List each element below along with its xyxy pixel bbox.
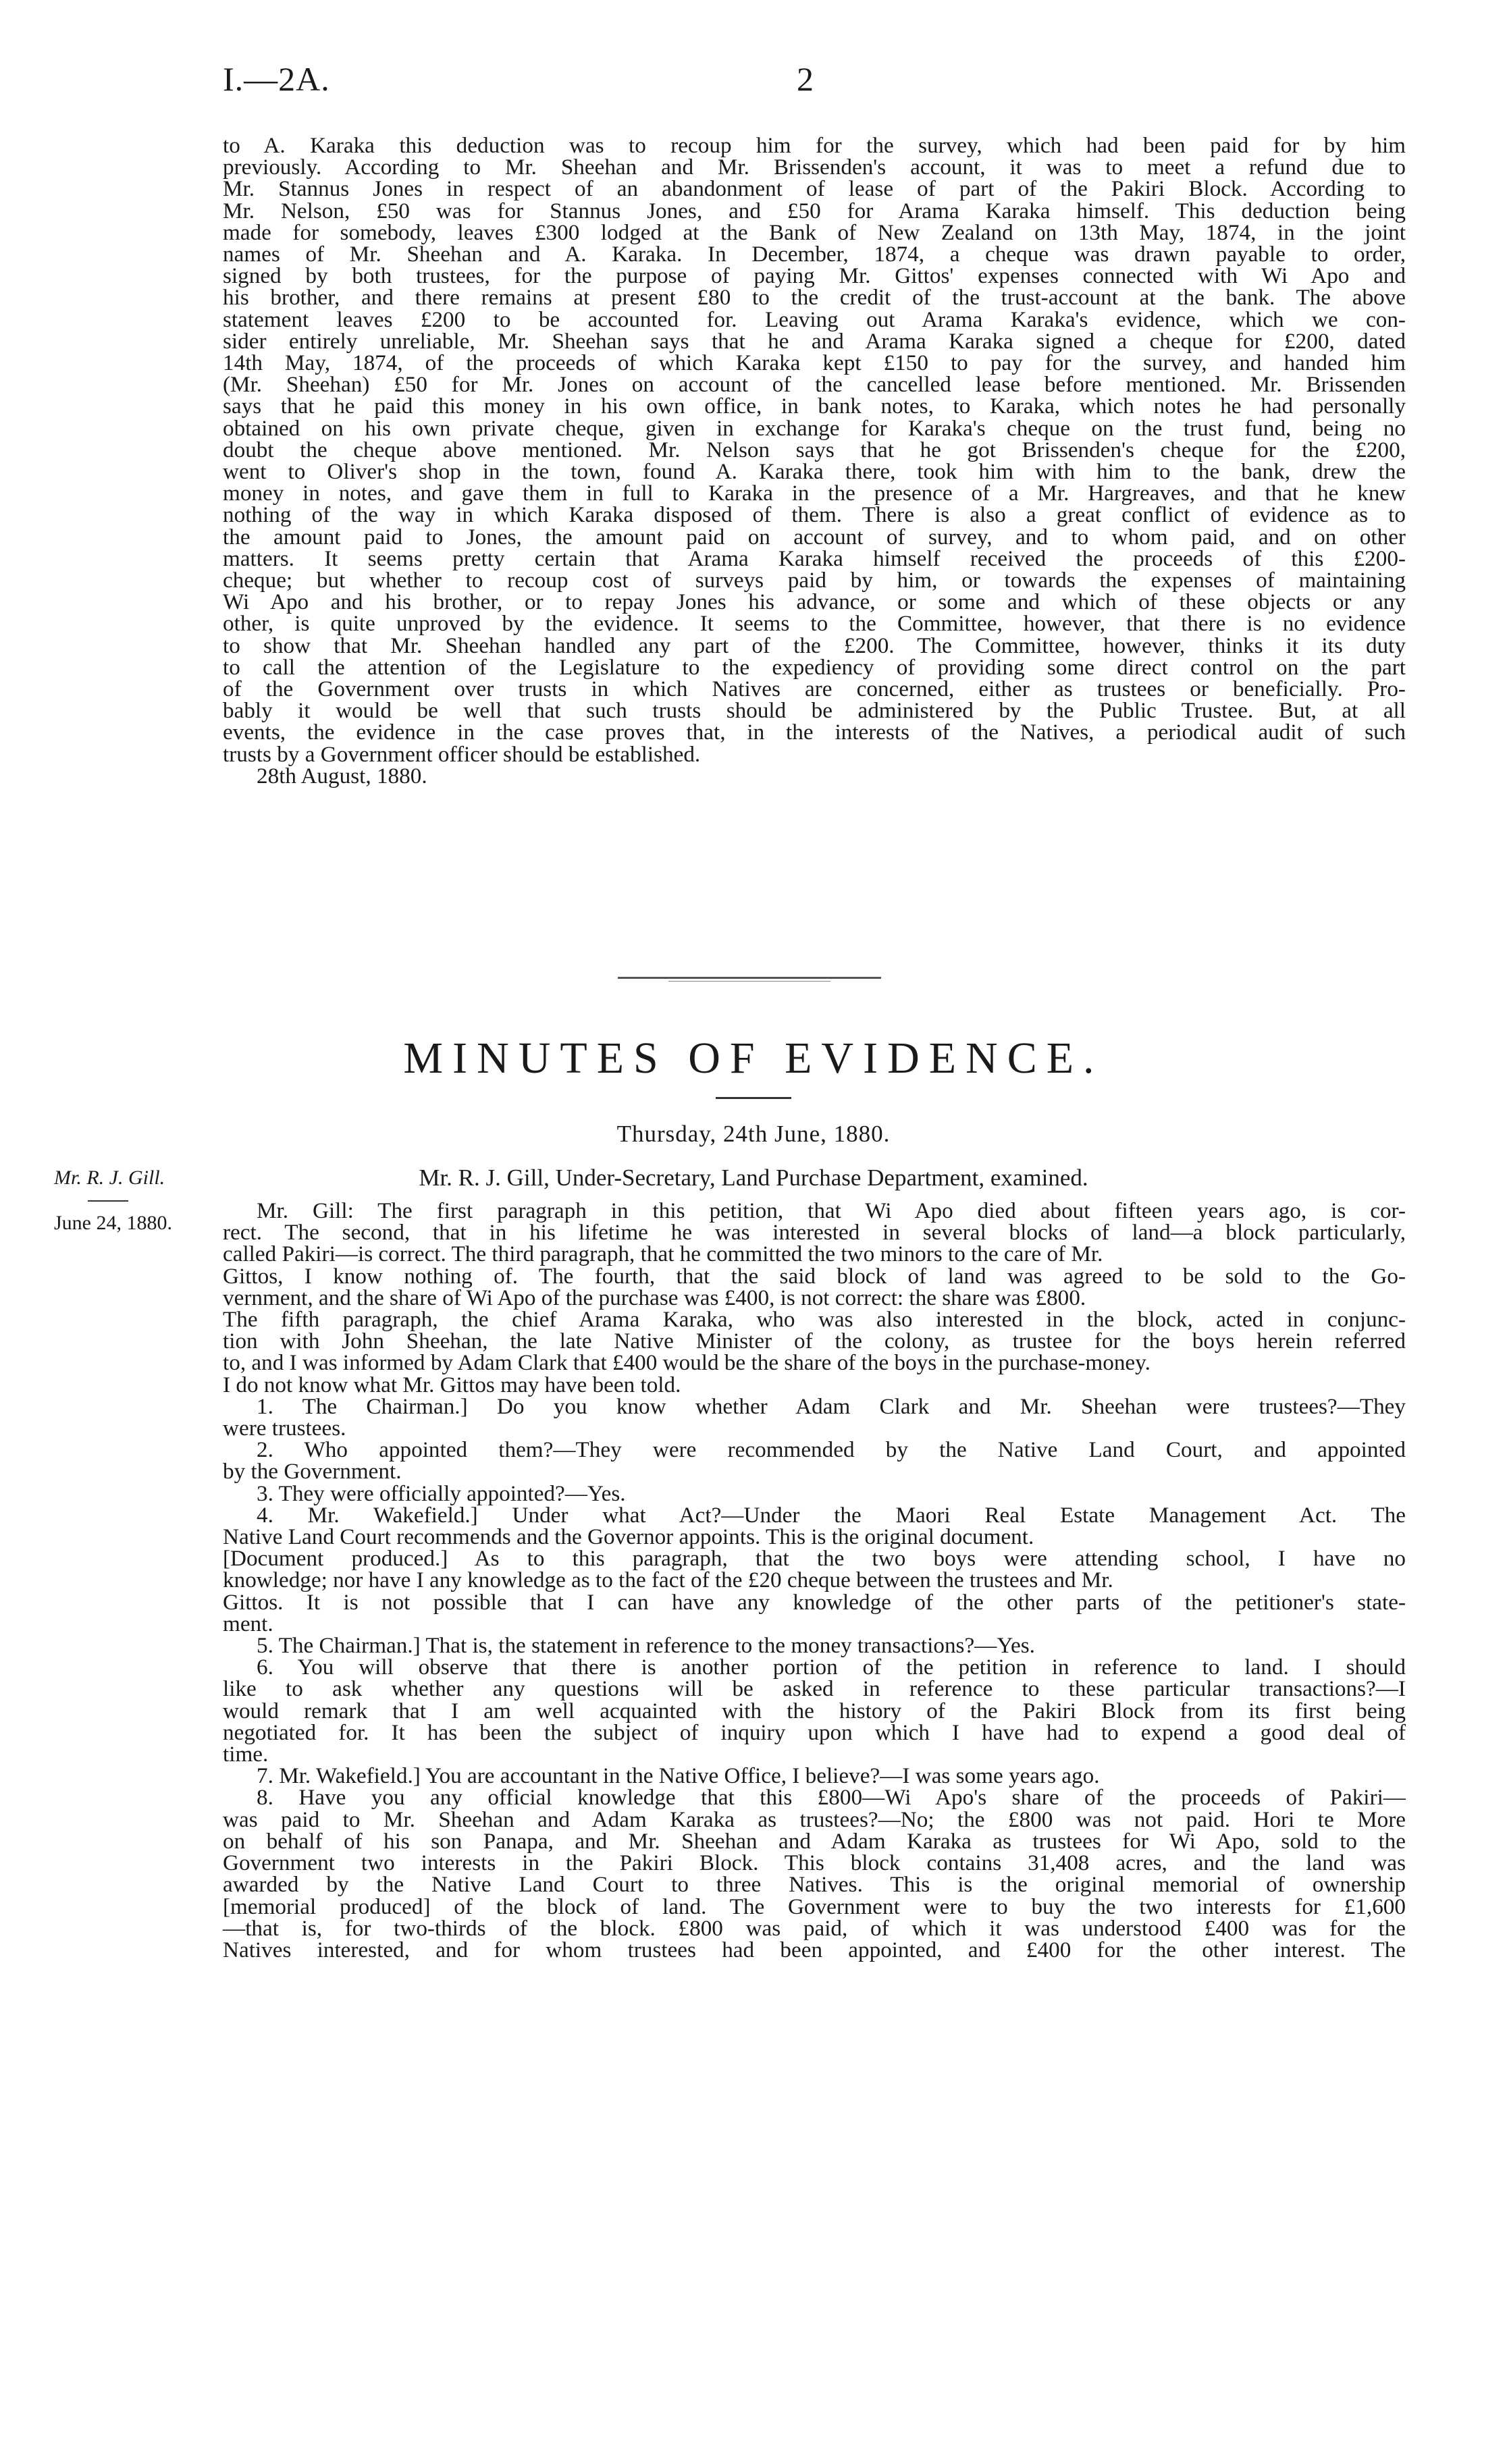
text-line: The fifth paragraph, the chief Arama Karaka, who was also interested in the block, acted in conjunc- [223,1307,1406,1333]
text-line: to, and I was informed by Adam Clark that £400 would be the share of the boys in the purchase-money. [223,1350,1151,1376]
text-line: Mr. Nelson, £50 was for Stannus Jones, and £50 for Arama Karaka himself. This deduction being [223,198,1406,223]
margin-witness-name: Mr. R. J. Gill. [54,1167,165,1189]
text-line: 1. The Chairman.] Do you know whether Adam Clark and Mr. Sheehan were trustees?—They [257,1393,1406,1419]
margin-rule [88,1200,128,1202]
text-line: tion with John Sheehan, the late Native Minister of the colony, as trustee for the boys herein referred [223,1329,1406,1354]
text-line: Gittos. It is not possible that I can have any knowledge of the other parts of the petitioner's state- [223,1589,1406,1615]
page-reference: I.—2A. [223,60,330,98]
text-line: signed by both trustees, for the purpose of paying Mr. Gittos' expenses connected with Wi Apo and [223,263,1406,289]
text-line: on behalf of his son Panapa, and Mr. Sheehan and Adam Karaka as trustees for Wi Apo, sold to the [223,1828,1406,1854]
report-date: 28th August, 1880. [257,763,427,788]
text-line: 3. They were officially appointed?—Yes. [257,1480,626,1506]
text-line: to show that Mr. Sheehan handled any part of the £200. The Committee, however, thinks it its duty [223,633,1406,658]
text-line: says that he paid this money in his own office, in bank notes, to Karaka, which notes he had personally [223,394,1406,419]
text-line: previously. According to Mr. Sheehan and Mr. Brissenden's account, it was to meet a refund due to [223,155,1406,180]
minutes-text [223,1200,1406,1961]
text-line: other, is quite unproved by the evidence. It seems to the Committee, however, that there is no evidence [223,611,1406,637]
text-line: doubt the cheque above mentioned. Mr. Nelson says that he got Brissenden's cheque for the £200, [223,437,1406,462]
text-line: Government two interests in the Pakiri Block. This block contains 31,408 acres, and the land was [223,1850,1406,1876]
text-line: events, the evidence in the case proves that, in the interests of the Natives, a periodical audit of such [223,720,1406,745]
text-line: statement leaves £200 to be accounted for. Leaving out Arama Karaka's evidence, which we con- [223,306,1406,332]
text-line: 4. Mr. Wakefield.] Under what Act?—Under the Maori Real Estate Management Act. The [257,1502,1406,1528]
text-line: cheque; but whether to recoup cost of surveys paid by him, or towards the expenses of maintaining [223,568,1406,593]
text-line: would remark that I am well acquainted with the history of the Pakiri Block from its first being [223,1698,1406,1723]
title-rule [716,1097,791,1099]
page-number: 2 [797,60,814,98]
text-line: rect. The second, that in his lifetime he was interested in several blocks of land—a block particularly, [223,1220,1406,1246]
text-line: to call the attention of the Legislature to the expediency of providing some direct control on the part [223,654,1406,680]
text-line: money in notes, and gave them in full to Karaka in the presence of a Mr. Hargreaves, and that he knew [223,481,1406,506]
text-line: [Document produced.] As to this paragraph, that the two boys were attending school, I have no [223,1546,1406,1572]
text-line: made for somebody, leaves £300 lodged at the Bank of New Zealand on 13th May, 1874, in the joint [223,219,1406,245]
text-line: called Pakiri—is correct. The third paragraph, that he committed the two minors to the care of Mr. [223,1241,1103,1267]
text-line: 5. The Chairman.] That is, the statement in reference to the money transactions?—Yes. [257,1633,1035,1659]
text-line: names of Mr. Sheehan and A. Karaka. In December, 1874, a cheque was drawn payable to order, [223,242,1406,267]
text-line: 14th May, 1874, of the proceeds of which Karaka kept £150 to pay for the survey, and handed him [223,350,1406,376]
text-line: 2. Who appointed them?—They were recommended by the Native Land Court, and appointed [257,1437,1406,1463]
report-text [223,135,1406,787]
text-line: vernment, and the share of Wi Apo of the purchase was £400, is not correct: the share was £800. [223,1285,1086,1310]
text-line: the amount paid to Jones, the amount paid on account of survey, and to whom paid, and on other [223,524,1406,550]
text-line: (Mr. Sheehan) £50 for Mr. Jones on account of the cancelled lease before mentioned. Mr. Brissenden [223,372,1406,398]
text-line: I do not know what Mr. Gittos may have been told. [223,1372,681,1397]
witness-heading: Mr. R. J. Gill, Under-Secretary, Land Purchase Department, examined. [419,1164,1088,1191]
text-line: [memorial produced] of the block of land. The Government were to buy the two interests for £1,600 [223,1894,1406,1919]
text-line: Mr. Gill: The first paragraph in this petition, that Wi Apo died about fifteen years ago, is cor- [257,1198,1406,1223]
text-line: matters. It seems pretty certain that Arama Karaka himself received the proceeds of this £200- [223,545,1406,571]
text-line: like to ask whether any questions will be asked in reference to these particular transactions?—I [223,1676,1406,1702]
text-line: bably it would be well that such trusts should be administered by the Public Trustee. But, at all [223,698,1406,724]
section-divider-thin [668,981,830,982]
text-line: Natives interested, and for whom trustees had been appointed, and £400 for the other interest. The [223,1937,1406,1962]
text-line: his brother, and there remains at present £80 to the credit of the trust-account at the bank. The above [223,285,1406,311]
text-line: sider entirely unreliable, Mr. Sheehan says that he and Arama Karaka signed a cheque for £200, dated [223,328,1406,354]
text-line: by the Government. [223,1459,402,1484]
text-line: nothing of the way in which Karaka disposed of them. There is also a great conflict of evidence as to [223,502,1406,528]
section-divider [618,977,881,979]
text-line: 7. Mr. Wakefield.] You are accountant in the Native Office, I believe?—I was some years ago. [257,1763,1100,1789]
text-line: time. [223,1742,269,1767]
text-line: negotiated for. It has been the subject of inquiry upon which I have had to expend a good deal of [223,1719,1406,1745]
text-line: obtained on his own private cheque, given in exchange for Karaka's cheque on the trust fund, being no [223,415,1406,441]
text-line: 8. Have you any official knowledge that this £800—Wi Apo's share of the proceeds of Pakiri— [257,1785,1406,1811]
text-line: ment. [223,1611,273,1636]
text-line: knowledge; nor have I any knowledge as to the fact of the £20 cheque between the trustees and Mr. [223,1568,1113,1593]
margin-date: June 24, 1880. [54,1212,172,1234]
text-line: of the Government over trusts in which Natives are concerned, either as trustees or beneficially. Pro- [223,676,1406,702]
minutes-date: Thursday, 24th June, 1880. [616,1121,891,1147]
text-line: went to Oliver's shop in the town, found A. Karaka there, took him with him to the bank, drew the [223,459,1406,485]
minutes-title: MINUTES OF EVIDENCE. [403,1034,1104,1083]
text-line: were trustees. [223,1416,346,1441]
text-line: Mr. Stannus Jones in respect of an abandonment of lease of part of the Pakiri Block. According to [223,176,1406,202]
text-line: Native Land Court recommends and the Governor appoints. This is the original document. [223,1524,1034,1550]
text-line: —that is, for two-thirds of the block. £800 was paid, of which it was understood £400 was for the [223,1915,1406,1941]
text-line: trusts by a Government officer should be established. [223,741,701,767]
text-line: 6. You will observe that there is another portion of the petition in reference to land. I should [257,1655,1406,1680]
text-line: to A. Karaka this deduction was to recoup him for the survey, which had been paid for by him [223,133,1406,158]
text-line: awarded by the Native Land Court to three Natives. This is the original memorial of ownership [223,1872,1406,1898]
text-line: Gittos, I know nothing of. The fourth, that the said block of land was agreed to be sold to the Go- [223,1263,1406,1289]
text-line: Wi Apo and his brother, or to repay Jones his advance, or some and which of these objects or any [223,589,1406,615]
text-line: was paid to Mr. Sheehan and Adam Karaka as trustees?—No; the £800 was not paid. Hori te More [223,1806,1406,1832]
